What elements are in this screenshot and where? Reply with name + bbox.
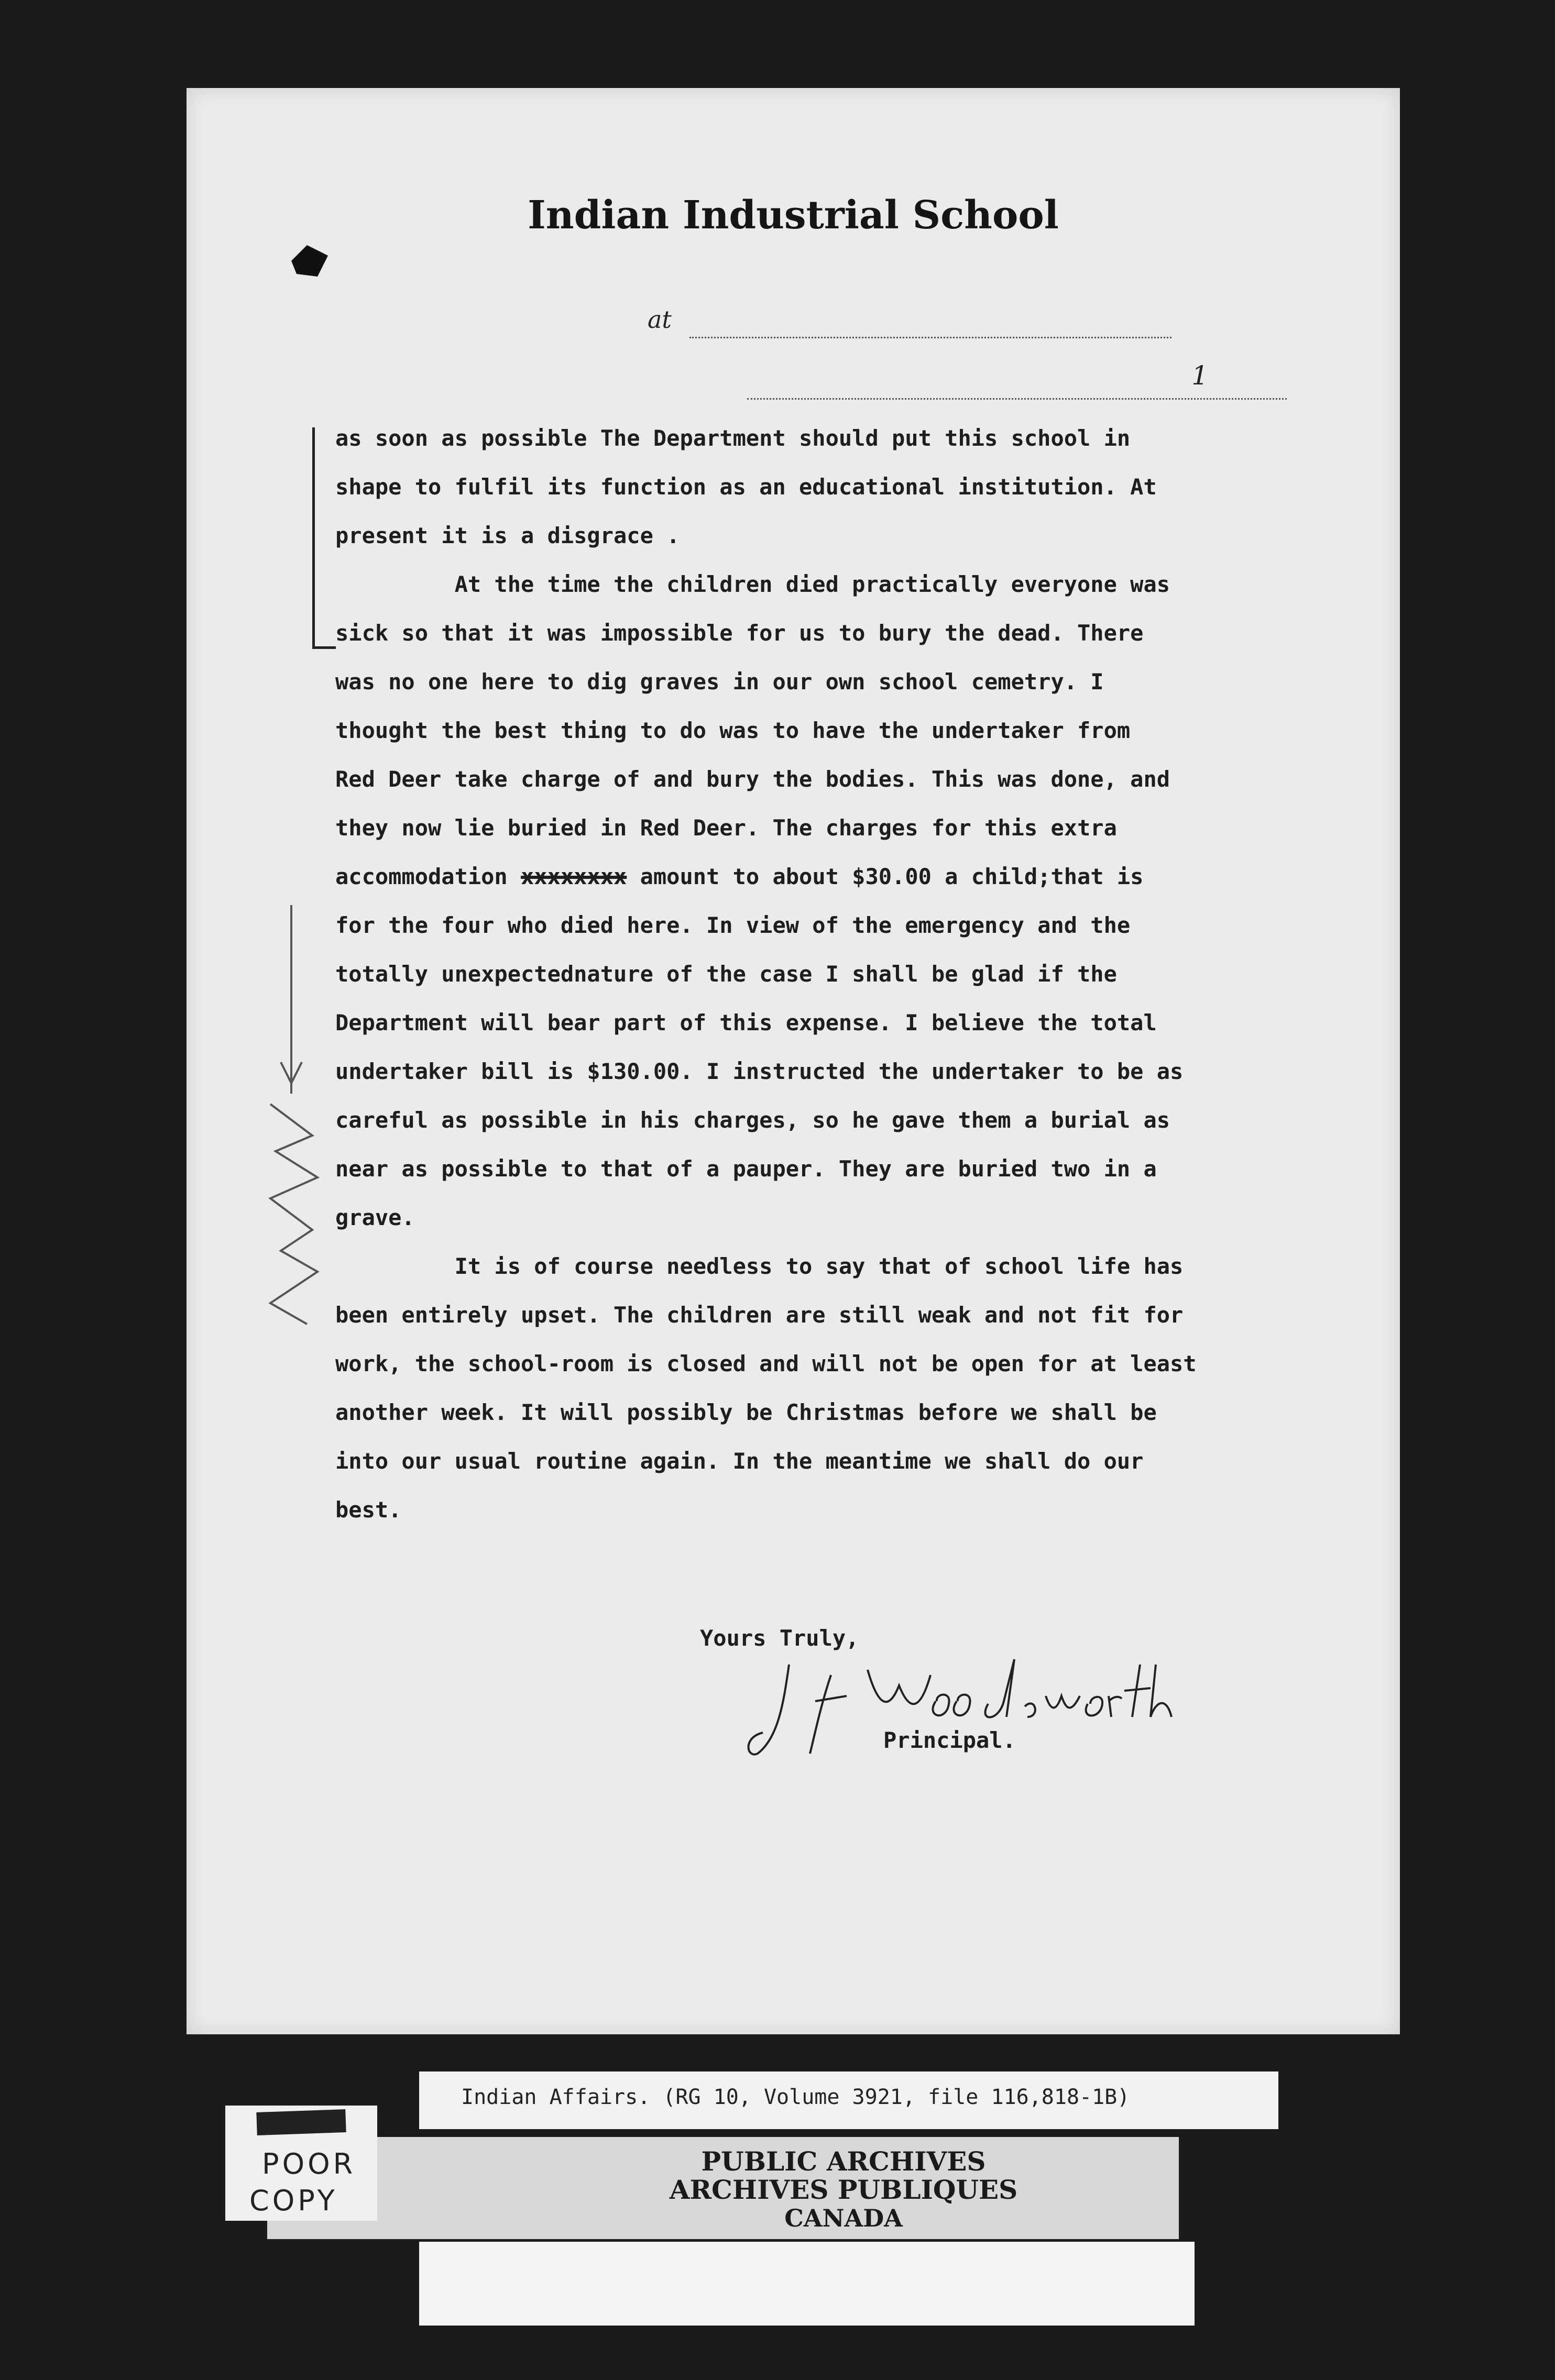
archive-reference-label xyxy=(419,2072,1278,2129)
margin-scribble-icon xyxy=(249,905,333,1345)
body-line: was no one here to dig graves in our own school cemetry. I xyxy=(335,669,1104,695)
body-line: another week. It will possibly be Christmas before we shall be xyxy=(335,1400,1157,1425)
archive-stamp xyxy=(582,2147,1105,2232)
stamp-line-1: PUBLIC ARCHIVES xyxy=(701,2146,986,2177)
body-line xyxy=(335,852,1357,901)
poor-copy-word-1: POOR xyxy=(262,2147,356,2180)
body-line: At the time the children died practically everyone was xyxy=(335,571,1170,597)
body-line: near as possible to that of a pauper. They are buried two in a xyxy=(335,1156,1157,1182)
letter-body xyxy=(335,414,1357,1534)
body-line: thought the best thing to do was to have the undertaker from xyxy=(335,718,1131,743)
body-line-rest: amount to about $30.00 a child;that is xyxy=(627,864,1144,889)
body-line: sick so that it was impossible for us to bury the dead. There xyxy=(335,620,1144,646)
body-line: undertaker bill is $130.00. I instructed the undertaker to be as xyxy=(335,1059,1184,1084)
body-line: they now lie buried in Red Deer. The charges for this extra xyxy=(335,815,1117,841)
body-line: best. xyxy=(335,1497,402,1523)
body-line: Department will bear part of this expense. I believe the total xyxy=(335,1010,1157,1035)
page-number-line xyxy=(747,360,1287,402)
signatory-title: Principal. xyxy=(883,1727,1016,1753)
body-line: for the four who died here. In view of the emergency and the xyxy=(335,912,1131,938)
stamp-line-3: CANADA xyxy=(784,2204,903,2232)
at-label: at xyxy=(648,305,672,334)
margin-bracket xyxy=(312,427,336,649)
tear-mark-icon xyxy=(286,240,333,282)
dotted-rule xyxy=(747,398,1287,400)
body-line: as soon as possible The Department should put this school in xyxy=(335,425,1131,451)
page-number: 1 xyxy=(1191,360,1208,391)
body-line: Red Deer take charge of and bury the bodies. This was done, and xyxy=(335,766,1170,792)
letterhead-title: Indian Industrial School xyxy=(528,193,1059,238)
dotted-rule xyxy=(689,337,1171,338)
poor-copy-word-2: COPY xyxy=(249,2184,338,2217)
archive-stamp-strip xyxy=(267,2137,1179,2239)
poor-copy-label xyxy=(225,2106,377,2221)
redaction-mark xyxy=(256,2109,346,2135)
lower-label-strip xyxy=(419,2242,1195,2326)
body-line: It is of course needless to say that of school life has xyxy=(335,1253,1184,1279)
body-line: work, the school-room is closed and will not be open for at least xyxy=(335,1351,1197,1376)
archive-reference: Indian Affairs. (RG 10, Volume 3921, file 116,818-1B) xyxy=(461,2085,1130,2109)
body-line: totally unexpectednature of the case I shall be glad if the xyxy=(335,961,1117,987)
body-line: shape to fulfil its function as an educational institution. At xyxy=(335,474,1157,500)
body-line: careful as possible in his charges, so he gave them a burial as xyxy=(335,1107,1170,1133)
body-line: into our usual routine again. In the meantime we shall do our xyxy=(335,1448,1144,1474)
letterhead-location-line xyxy=(648,295,1171,342)
body-line: been entirely upset. The children are still weak and not fit for xyxy=(335,1302,1184,1328)
closing-salutation: Yours Truly, xyxy=(700,1625,859,1651)
body-line: present it is a disgrace . xyxy=(335,523,680,548)
body-line: grave. xyxy=(335,1205,415,1230)
struck-word: xxxxxxxx xyxy=(521,864,627,889)
body-line-start: accommodation xyxy=(335,864,521,889)
letter-page xyxy=(187,88,1400,2034)
stamp-line-2: ARCHIVES PUBLIQUES xyxy=(669,2174,1018,2205)
